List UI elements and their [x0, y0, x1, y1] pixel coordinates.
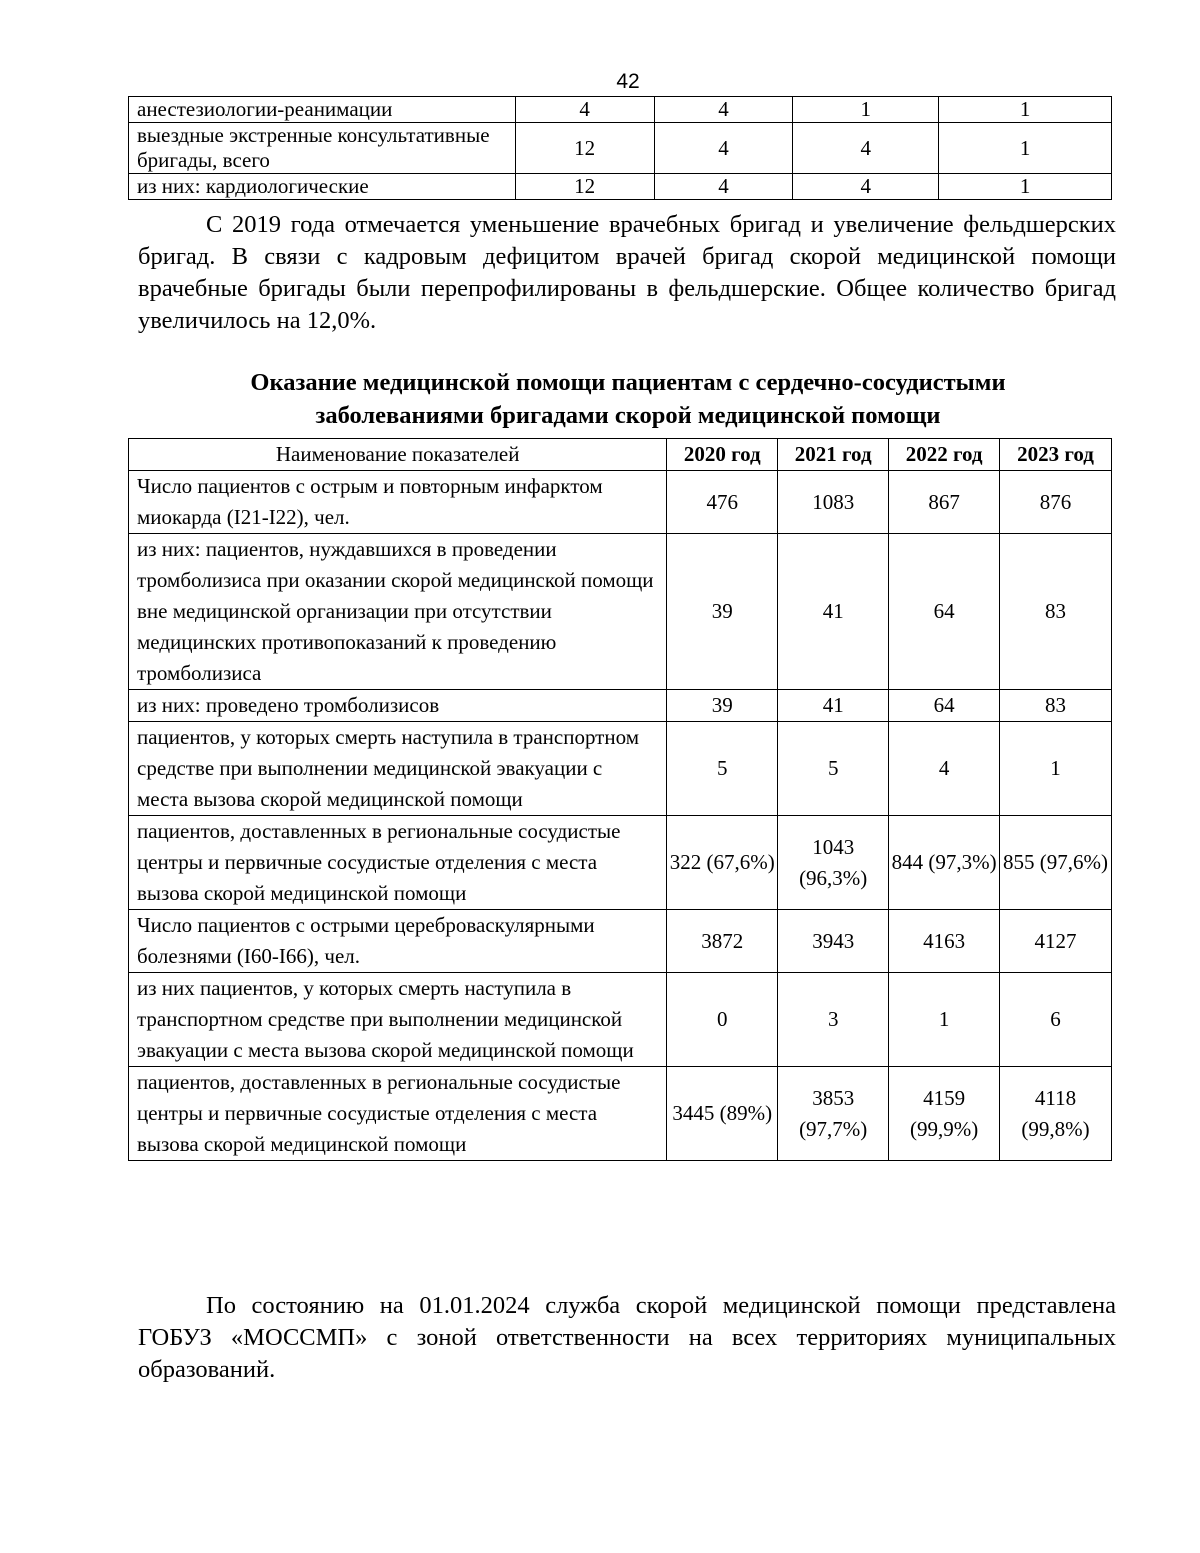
value-cell: 476: [667, 471, 778, 534]
value-cell: 12: [515, 174, 654, 200]
value-cell: 6: [1000, 973, 1112, 1067]
value-cell: 322 (67,6%): [667, 816, 778, 910]
value-cell: 3943: [778, 910, 889, 973]
value-cell: 83: [1000, 534, 1112, 690]
brigades-table: [128, 96, 1112, 200]
value-cell: 1: [939, 123, 1112, 174]
column-header: Наименование показателей: [129, 439, 667, 471]
value-cell: 876: [1000, 471, 1112, 534]
value-cell: 3: [778, 973, 889, 1067]
heading-line-2: заболеваниями бригадами скорой медицинской помощи: [315, 402, 941, 429]
table-heading: [128, 366, 1128, 432]
column-header: 2021 год: [778, 439, 889, 471]
row-label: пациентов, у которых смерть наступила в транспортном средстве при выполнении медицинской эвакуации с места вызова скорой медицинской помощи: [129, 722, 667, 816]
value-cell: 4118 (99,8%): [1000, 1067, 1112, 1161]
row-label: пациентов, доставленных в региональные сосудистые центры и первичные сосудистые отделения с места вызова скорой медицинской помощи: [129, 1067, 667, 1161]
value-cell: 4: [654, 97, 793, 123]
table-row: [129, 174, 1112, 200]
value-cell: 4159 (99,9%): [889, 1067, 1000, 1161]
value-cell: 4: [889, 722, 1000, 816]
cardio-table: [128, 438, 1112, 1161]
value-cell: 64: [889, 534, 1000, 690]
value-cell: 3872: [667, 910, 778, 973]
page-number: 42: [616, 70, 640, 93]
table-header-row: [129, 439, 1112, 471]
table-row: [129, 471, 1112, 534]
paragraph-brigades: С 2019 года отмечается уменьшение врачебных бригад и увеличение фельдшерских бригад. В связи с кадровым дефицитом врачей бригад скорой медицинской помощи врачебные бригады были перепрофилированы в фельдшерские. Общее количество бригад увеличилось на 12,0%.: [138, 211, 1116, 334]
value-cell: 12: [515, 123, 654, 174]
value-cell: 39: [667, 534, 778, 690]
value-cell: 39: [667, 690, 778, 722]
table-row: [129, 910, 1112, 973]
row-label: Число пациентов с острым и повторным инфарктом миокарда (I21-I22), чел.: [129, 471, 667, 534]
value-cell: 64: [889, 690, 1000, 722]
value-cell: 5: [778, 722, 889, 816]
value-cell: 1: [793, 97, 939, 123]
paragraph-service: По состоянию на 01.01.2024 служба скорой медицинской помощи представлена ГОБУЗ «МОССМП» с зоной ответственности на всех территориях муниципальных образований.: [138, 1292, 1116, 1383]
table-row: [129, 534, 1112, 690]
row-label: из них пациентов, у которых смерть наступила в транспортном средстве при выполнении медицинской эвакуации с места вызова скорой медицинской помощи: [129, 973, 667, 1067]
table-row: [129, 722, 1112, 816]
value-cell: 4163: [889, 910, 1000, 973]
column-header: 2023 год: [1000, 439, 1112, 471]
table-row: [129, 973, 1112, 1067]
value-cell: 4: [654, 123, 793, 174]
value-cell: 4: [793, 174, 939, 200]
column-header: 2020 год: [667, 439, 778, 471]
value-cell: 1: [939, 174, 1112, 200]
value-cell: 83: [1000, 690, 1112, 722]
value-cell: 1: [889, 973, 1000, 1067]
value-cell: 0: [667, 973, 778, 1067]
row-label: из них: кардиологические: [129, 174, 516, 200]
row-label: анестезиологии-реанимации: [129, 97, 516, 123]
value-cell: 41: [778, 690, 889, 722]
heading-line-1: Оказание медицинской помощи пациентам с сердечно-сосудистыми: [250, 369, 1006, 396]
value-cell: 4: [654, 174, 793, 200]
value-cell: 3853 (97,7%): [778, 1067, 889, 1161]
value-cell: 3445 (89%): [667, 1067, 778, 1161]
value-cell: 1083: [778, 471, 889, 534]
table-row: [129, 1067, 1112, 1161]
row-label: из них: пациентов, нуждавшихся в проведении тромболизиса при оказании скорой медицинской помощи вне медицинской организации при отсутствии медицинских противопоказаний к проведению тромболизиса: [129, 534, 667, 690]
row-label: из них: проведено тромболизисов: [129, 690, 667, 722]
value-cell: 5: [667, 722, 778, 816]
table-row: [129, 123, 1112, 174]
table-row: [129, 97, 1112, 123]
row-label: выездные экстренные консультативные бригады, всего: [129, 123, 516, 174]
value-cell: 4: [793, 123, 939, 174]
table-row: [129, 816, 1112, 910]
row-label: Число пациентов с острыми цереброваскулярными болезнями (I60-I66), чел.: [129, 910, 667, 973]
value-cell: 41: [778, 534, 889, 690]
value-cell: 4127: [1000, 910, 1112, 973]
value-cell: 867: [889, 471, 1000, 534]
row-label: пациентов, доставленных в региональные сосудистые центры и первичные сосудистые отделения с места вызова скорой медицинской помощи: [129, 816, 667, 910]
table-row: [129, 690, 1112, 722]
value-cell: 844 (97,3%): [889, 816, 1000, 910]
value-cell: 1: [1000, 722, 1112, 816]
value-cell: 1043 (96,3%): [778, 816, 889, 910]
value-cell: 855 (97,6%): [1000, 816, 1112, 910]
value-cell: 4: [515, 97, 654, 123]
column-header: 2022 год: [889, 439, 1000, 471]
value-cell: 1: [939, 97, 1112, 123]
